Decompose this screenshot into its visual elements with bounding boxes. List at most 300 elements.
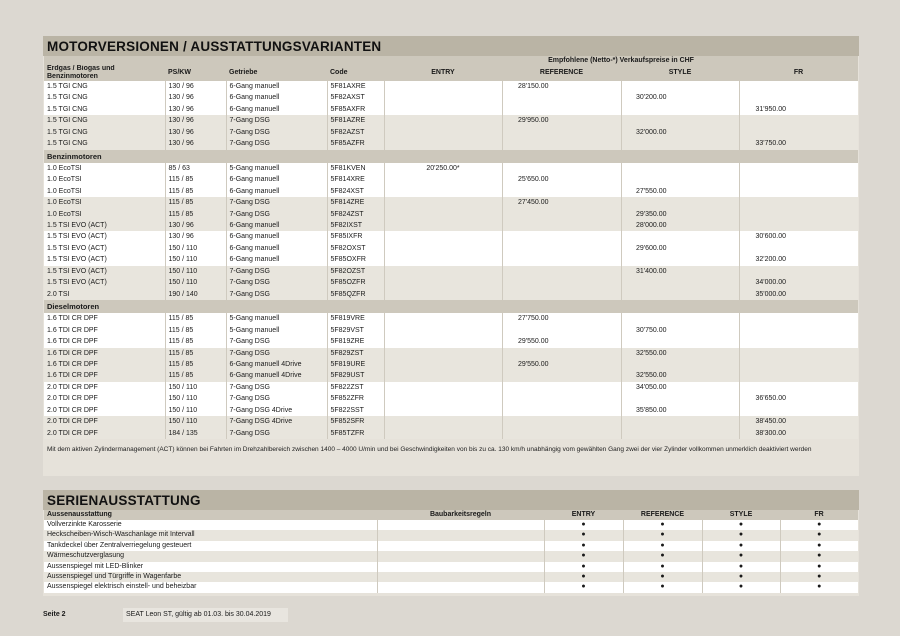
cell-fr: 32'200.00 (739, 254, 858, 265)
cell-item: Wärmeschutzverglasung (44, 551, 377, 561)
cell-fr: ● (780, 572, 858, 582)
cell-fr (739, 197, 858, 208)
cell-entry (384, 289, 502, 300)
table-row (44, 104, 858, 115)
group-header (44, 300, 858, 313)
table-row (44, 220, 858, 231)
table-row (44, 393, 858, 404)
cell-style: 31'400.00 (621, 266, 739, 277)
cell-code: 5F85OZFR (327, 277, 384, 288)
cell-gear: 6-Gang manuell (226, 174, 327, 185)
table-row (44, 336, 858, 347)
group-title: Dieselmotoren (44, 300, 858, 313)
cell-fr: ● (780, 562, 858, 572)
cell-fr: 30'600.00 (739, 231, 858, 242)
col-aussenausstattung: Aussenausstattung (44, 510, 377, 520)
section-title-motorversionen: MOTORVERSIONEN / AUSSTATTUNGSVARIANTEN (43, 36, 859, 56)
cell-fr: ● (780, 541, 858, 551)
cell-reference (502, 92, 621, 103)
cell-style: ● (702, 530, 780, 540)
cell-ps: 115 / 85 (165, 325, 226, 336)
cell-item: Tankdeckel über Zentralverriegelung gesteuert (44, 541, 377, 551)
cell-entry: ● (544, 520, 623, 530)
cell-entry (384, 313, 502, 324)
cell-fr: 34'000.00 (739, 277, 858, 288)
cell-gear: 7-Gang DSG (226, 209, 327, 220)
cell-entry (384, 243, 502, 254)
equipment-row (44, 582, 858, 592)
cell-ps: 130 / 96 (165, 127, 226, 138)
cell-entry (384, 81, 502, 92)
equipment-header-row (44, 510, 858, 520)
cell-rule (377, 572, 544, 582)
cell-style (621, 231, 739, 242)
cell-reference: ● (623, 541, 702, 551)
cell-style: ● (702, 520, 780, 530)
table-row (44, 382, 858, 393)
cell-reference: 29'950.00 (502, 115, 621, 126)
table-row (44, 163, 858, 174)
cell-ps: 130 / 96 (165, 81, 226, 92)
cell-fr (739, 115, 858, 126)
cell-gear: 6-Gang manuell (226, 186, 327, 197)
cell-engine: 2.0 TSI (44, 289, 165, 300)
cell-ps: 150 / 110 (165, 277, 226, 288)
cell-engine: 1.6 TDI CR DPF (44, 325, 165, 336)
cell-engine: 1.5 TSI EVO (ACT) (44, 254, 165, 265)
cell-fr (739, 325, 858, 336)
cell-gear: 5-Gang manuell (226, 313, 327, 324)
cell-engine: 1.0 EcoTSI (44, 174, 165, 185)
cell-reference (502, 163, 621, 174)
cell-engine: 1.5 TSI EVO (ACT) (44, 243, 165, 254)
cell-fr (739, 163, 858, 174)
cell-engine: 2.0 TDI CR DPF (44, 382, 165, 393)
section-title-serienausstattung: SERIENAUSSTATTUNG (43, 490, 859, 510)
cell-style (621, 277, 739, 288)
cell-fr (739, 313, 858, 324)
cell-gear: 6-Gang manuell (226, 104, 327, 115)
cell-entry: ● (544, 530, 623, 540)
cell-gear: 6-Gang manuell 4Drive (226, 359, 327, 370)
price-header-row (44, 56, 858, 65)
cell-code: 5F85AZFR (327, 138, 384, 149)
cell-style (621, 336, 739, 347)
cell-style: 32'000.00 (621, 127, 739, 138)
cell-fr: 38'300.00 (739, 428, 858, 439)
cell-gear: 6-Gang manuell (226, 92, 327, 103)
table-row (44, 209, 858, 220)
cell-item: Vollverzinkte Karosserie (44, 520, 377, 530)
cell-ps: 115 / 85 (165, 313, 226, 324)
cell-fr (739, 127, 858, 138)
cell-fr: 35'000.00 (739, 289, 858, 300)
cell-ps: 150 / 110 (165, 405, 226, 416)
cell-engine: 2.0 TDI CR DPF (44, 405, 165, 416)
table-row (44, 81, 858, 92)
cell-entry: ● (544, 582, 623, 592)
standard-equipment-panel (43, 490, 859, 596)
cell-entry (384, 416, 502, 427)
cell-gear: 6-Gang manuell (226, 231, 327, 242)
cell-ps: 150 / 110 (165, 254, 226, 265)
cell-ps: 190 / 140 (165, 289, 226, 300)
cell-reference (502, 209, 621, 220)
cell-gear: 7-Gang DSG (226, 277, 327, 288)
cell-reference: 29'550.00 (502, 359, 621, 370)
cell-engine: 1.5 TGI CNG (44, 104, 165, 115)
cell-ps: 115 / 85 (165, 197, 226, 208)
cell-reference (502, 266, 621, 277)
cell-engine: 1.6 TDI CR DPF (44, 348, 165, 359)
cell-gear: 7-Gang DSG (226, 197, 327, 208)
cell-gear: 7-Gang DSG (226, 266, 327, 277)
cell-code: 5F82IXST (327, 220, 384, 231)
col-baubarkeitsregeln: Baubarkeitsregeln (377, 510, 544, 520)
cell-engine: 1.6 TDI CR DPF (44, 336, 165, 347)
cell-gear: 7-Gang DSG (226, 336, 327, 347)
cell-engine: 2.0 TDI CR DPF (44, 416, 165, 427)
col-fr: FR (739, 65, 858, 81)
cell-engine: 1.6 TDI CR DPF (44, 313, 165, 324)
cell-code: 5F852SFR (327, 416, 384, 427)
cell-entry: ● (544, 562, 623, 572)
cell-engine: 1.5 TGI CNG (44, 138, 165, 149)
cell-fr: ● (780, 582, 858, 592)
cell-reference: ● (623, 562, 702, 572)
cell-style: 35'850.00 (621, 405, 739, 416)
cell-code: 5F829VST (327, 325, 384, 336)
col-engine: Erdgas / Biogas und Benzinmotoren (44, 65, 165, 81)
cell-code: 5F82OZST (327, 266, 384, 277)
cell-entry (384, 220, 502, 231)
cell-reference: 27'450.00 (502, 197, 621, 208)
col-reference: REFERENCE (502, 65, 621, 81)
cell-gear: 6-Gang manuell (226, 254, 327, 265)
cell-engine: 1.5 TGI CNG (44, 115, 165, 126)
cell-reference: ● (623, 572, 702, 582)
cell-fr: ● (780, 551, 858, 561)
cell-reference: 28'150.00 (502, 81, 621, 92)
cell-ps: 115 / 85 (165, 359, 226, 370)
table-row (44, 416, 858, 427)
cell-ps: 130 / 96 (165, 104, 226, 115)
cell-entry (384, 393, 502, 404)
cell-ps: 150 / 110 (165, 266, 226, 277)
cell-reference (502, 393, 621, 404)
cell-style (621, 174, 739, 185)
cell-fr (739, 186, 858, 197)
cell-style (621, 138, 739, 149)
cell-entry: ● (544, 572, 623, 582)
col-entry: ENTRY (384, 65, 502, 81)
cell-fr (739, 174, 858, 185)
cell-gear: 5-Gang manuell (226, 163, 327, 174)
cell-reference (502, 220, 621, 231)
cell-engine: 2.0 TDI CR DPF (44, 393, 165, 404)
equipment-row (44, 562, 858, 572)
table-row (44, 138, 858, 149)
cell-style: 28'000.00 (621, 220, 739, 231)
cell-fr (739, 243, 858, 254)
cell-style (621, 359, 739, 370)
cell-code: 5F85IXFR (327, 231, 384, 242)
cell-engine: 1.5 TGI CNG (44, 92, 165, 103)
cell-reference (502, 186, 621, 197)
cell-style (621, 163, 739, 174)
cell-code: 5F822ZST (327, 382, 384, 393)
cell-reference (502, 370, 621, 381)
cell-gear: 7-Gang DSG (226, 393, 327, 404)
cell-reference: 29'550.00 (502, 336, 621, 347)
cell-fr (739, 336, 858, 347)
cell-rule (377, 582, 544, 592)
cell-entry (384, 92, 502, 103)
cell-style: 29'350.00 (621, 209, 739, 220)
group-title: Benzinmotoren (44, 150, 858, 163)
col-ps: PS/KW (165, 65, 226, 81)
cell-rule (377, 562, 544, 572)
cell-engine: 1.6 TDI CR DPF (44, 370, 165, 381)
cell-ps: 115 / 85 (165, 209, 226, 220)
cell-item: Aussenspiegel und Türgriffe in Wagenfarbe (44, 572, 377, 582)
cell-entry (384, 348, 502, 359)
cell-style (621, 115, 739, 126)
cell-code: 5F819ZRE (327, 336, 384, 347)
cell-entry (384, 186, 502, 197)
cell-fr: 33'750.00 (739, 138, 858, 149)
table-row (44, 289, 858, 300)
cell-reference (502, 405, 621, 416)
cell-style: 32'550.00 (621, 370, 739, 381)
cell-code: 5F85AXFR (327, 104, 384, 115)
cell-gear: 6-Gang manuell (226, 243, 327, 254)
cell-style (621, 197, 739, 208)
cell-code: 5F85TZFR (327, 428, 384, 439)
cell-engine: 1.5 TSI EVO (ACT) (44, 266, 165, 277)
cell-reference (502, 254, 621, 265)
cell-item: Heckscheiben-Wisch-Waschanlage mit Intervall (44, 530, 377, 540)
cell-code: 5F82AXST (327, 92, 384, 103)
motor-versions-panel (43, 36, 859, 476)
cell-rule (377, 541, 544, 551)
table-row (44, 197, 858, 208)
cell-engine: 1.5 TGI CNG (44, 127, 165, 138)
cell-item: Aussenspiegel elektrisch einstell- und beheizbar (44, 582, 377, 592)
cell-ps: 150 / 110 (165, 393, 226, 404)
cell-reference: ● (623, 582, 702, 592)
cell-entry (384, 405, 502, 416)
cell-style: 34'050.00 (621, 382, 739, 393)
table-row (44, 266, 858, 277)
equipment-table (44, 510, 858, 593)
equipment-row (44, 520, 858, 530)
cell-style: 32'550.00 (621, 348, 739, 359)
cell-gear: 5-Gang manuell (226, 325, 327, 336)
cell-reference (502, 138, 621, 149)
cell-gear: 6-Gang manuell 4Drive (226, 370, 327, 381)
cell-rule (377, 551, 544, 561)
table-row (44, 243, 858, 254)
cell-fr: 31'950.00 (739, 104, 858, 115)
table-row (44, 428, 858, 439)
cell-code: 5F829UST (327, 370, 384, 381)
cell-fr (739, 81, 858, 92)
cell-reference (502, 416, 621, 427)
cell-style: ● (702, 551, 780, 561)
cell-engine: 1.6 TDI CR DPF (44, 359, 165, 370)
cell-reference (502, 325, 621, 336)
cell-reference: 25'650.00 (502, 174, 621, 185)
cell-engine: 1.0 EcoTSI (44, 209, 165, 220)
cell-style (621, 313, 739, 324)
cell-ps: 150 / 110 (165, 382, 226, 393)
cell-style: ● (702, 562, 780, 572)
cell-code: 5F822SST (327, 405, 384, 416)
cell-reference (502, 348, 621, 359)
cell-code: 5F819URE (327, 359, 384, 370)
table-row (44, 115, 858, 126)
cell-entry (384, 209, 502, 220)
cell-reference (502, 231, 621, 242)
cell-style (621, 254, 739, 265)
cell-entry (384, 336, 502, 347)
cell-entry (384, 254, 502, 265)
cell-rule (377, 530, 544, 540)
cell-code: 5F81KVEN (327, 163, 384, 174)
cell-reference (502, 104, 621, 115)
cell-reference (502, 243, 621, 254)
cell-ps: 115 / 85 (165, 174, 226, 185)
cell-gear: 7-Gang DSG (226, 127, 327, 138)
cell-entry: ● (544, 551, 623, 561)
cell-code: 5F819VRE (327, 313, 384, 324)
cell-style: ● (702, 541, 780, 551)
cell-style: ● (702, 582, 780, 592)
cell-gear: 7-Gang DSG (226, 428, 327, 439)
cell-gear: 7-Gang DSG (226, 382, 327, 393)
cell-style: 29'600.00 (621, 243, 739, 254)
cell-item: Aussenspiegel mit LED-Blinker (44, 562, 377, 572)
group-header (44, 150, 858, 163)
cell-entry (384, 115, 502, 126)
cell-code: 5F824XST (327, 186, 384, 197)
equipment-row (44, 572, 858, 582)
cell-reference (502, 277, 621, 288)
col-eq-entry: ENTRY (544, 510, 623, 520)
cell-entry (384, 370, 502, 381)
cell-ps: 184 / 135 (165, 428, 226, 439)
table-row (44, 254, 858, 265)
page-number: Seite 2 (43, 611, 66, 618)
cell-ps: 150 / 110 (165, 243, 226, 254)
cell-ps: 130 / 96 (165, 92, 226, 103)
cell-engine: 1.0 EcoTSI (44, 186, 165, 197)
table-row (44, 405, 858, 416)
cell-entry (384, 382, 502, 393)
cell-code: 5F85QZFR (327, 289, 384, 300)
cell-entry (384, 325, 502, 336)
cell-reference (502, 382, 621, 393)
cell-code: 5F814XRE (327, 174, 384, 185)
table-row (44, 370, 858, 381)
equipment-row (44, 530, 858, 540)
cell-fr (739, 209, 858, 220)
equipment-row (44, 541, 858, 551)
cell-style (621, 104, 739, 115)
col-code: Code (327, 65, 384, 81)
table-row (44, 127, 858, 138)
cell-fr (739, 370, 858, 381)
cell-ps: 115 / 85 (165, 186, 226, 197)
cell-reference (502, 428, 621, 439)
table-row (44, 359, 858, 370)
table-row (44, 92, 858, 103)
cell-style: 30'750.00 (621, 325, 739, 336)
col-eq-style: STYLE (702, 510, 780, 520)
table-row (44, 277, 858, 288)
cell-ps: 130 / 96 (165, 115, 226, 126)
cell-code: 5F85OXFR (327, 254, 384, 265)
cell-fr: 38'450.00 (739, 416, 858, 427)
cell-style (621, 416, 739, 427)
cell-style (621, 289, 739, 300)
cell-code: 5F829ZST (327, 348, 384, 359)
cell-code: 5F81AZRE (327, 115, 384, 126)
cell-reference (502, 127, 621, 138)
cell-engine: 1.5 TSI EVO (ACT) (44, 231, 165, 242)
cell-fr (739, 405, 858, 416)
table-row (44, 325, 858, 336)
cell-reference (502, 289, 621, 300)
price-header: Empfohlene (Netto-*) Verkaufspreise in CHF (384, 56, 858, 65)
cell-entry (384, 277, 502, 288)
cell-style: 27'550.00 (621, 186, 739, 197)
cell-engine: 2.0 TDI CR DPF (44, 428, 165, 439)
cell-entry (384, 127, 502, 138)
cell-reference: ● (623, 530, 702, 540)
cell-gear: 7-Gang DSG (226, 138, 327, 149)
col-gear: Getriebe (226, 65, 327, 81)
cell-engine: 1.5 TGI CNG (44, 81, 165, 92)
cell-rule (377, 520, 544, 530)
page-footer (43, 608, 271, 622)
cell-ps: 150 / 110 (165, 416, 226, 427)
cell-engine: 1.0 EcoTSI (44, 163, 165, 174)
column-header-row (44, 65, 858, 81)
cell-gear: 7-Gang DSG (226, 115, 327, 126)
footer-text: SEAT Leon ST, gültig ab 01.03. bis 30.04.2019 (126, 611, 271, 618)
cell-ps: 115 / 85 (165, 348, 226, 359)
table-row (44, 231, 858, 242)
cell-fr: 36'650.00 (739, 393, 858, 404)
cell-ps: 115 / 85 (165, 370, 226, 381)
cell-code: 5F82AZST (327, 127, 384, 138)
cell-style (621, 428, 739, 439)
table-row (44, 313, 858, 324)
cell-gear: 7-Gang DSG 4Drive (226, 405, 327, 416)
cell-engine: 1.5 TSI EVO (ACT) (44, 277, 165, 288)
cell-entry (384, 174, 502, 185)
cell-fr: ● (780, 520, 858, 530)
cell-engine: 1.0 EcoTSI (44, 197, 165, 208)
cell-code: 5F824ZST (327, 209, 384, 220)
cell-gear: 6-Gang manuell (226, 81, 327, 92)
cell-fr (739, 359, 858, 370)
cell-entry: 20'250.00* (384, 163, 502, 174)
cell-fr (739, 266, 858, 277)
cell-engine: 1.5 TSI EVO (ACT) (44, 220, 165, 231)
